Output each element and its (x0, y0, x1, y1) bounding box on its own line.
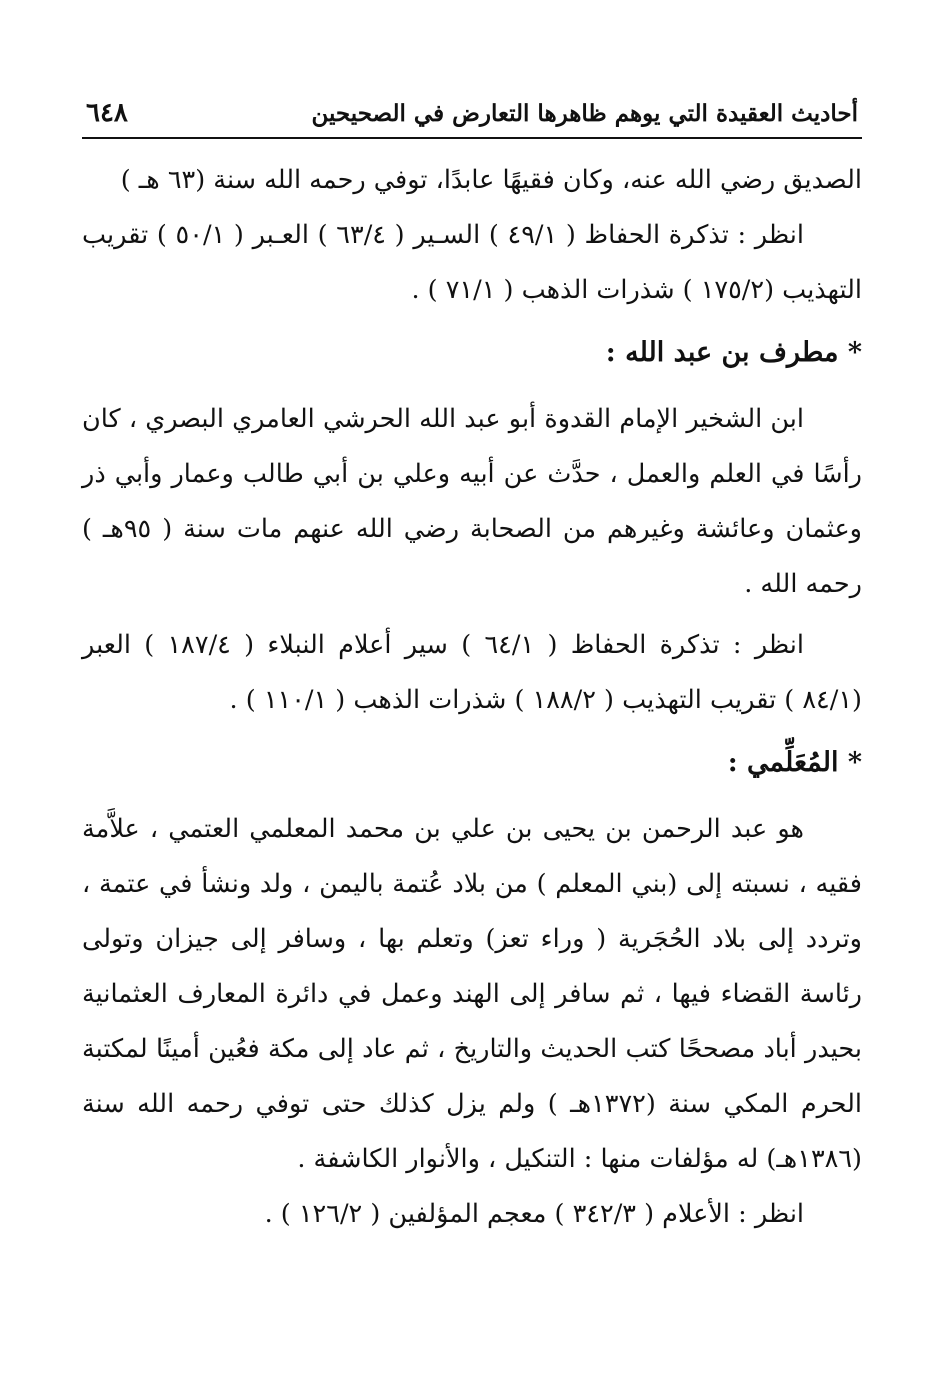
book-page (82, 96, 862, 1242)
intro-references: انظر : تذكرة الحفاظ ( ٤٩/١ ) السـير ( ٦٣/٤ ) العـبر ( ٥٠/١ ) تقريب التهذيب (١٧٥/٢ ) شذرات الذهب ( ٧١/١ ) . (82, 220, 862, 305)
entry-references-muallimi: انظر : الأعلام ( ٣٤٢/٣ ) معجم المؤلفين ( ١٢٦/٢ ) . (264, 1199, 804, 1229)
page-number: ٦٤٨ (86, 98, 128, 128)
entry-references-mutarrif: انظر : تذكرة الحفاظ ( ٦٤/١ ) سير أعلام النبلاء ( ١٨٧/٤ ) العبر (٨٤/١ ) تقريب التهذيب ( ١٨٨/٢ ) شذرات الذهب ( ١١٠/١ ) . (82, 630, 862, 715)
intro-paragraph: الصديق رضي الله عنه، وكان فقيهًا عابدًا، توفي رحمه الله سنة (٦٣ هـ ) (120, 165, 862, 195)
running-header (82, 96, 862, 139)
entry-bio-muallimi: هو عبد الرحمن بن يحيى بن علي بن محمد المعلمي العتمي ، علاَّمة فقيه ، نسبته إلى (بني المعلم ) من بلاد عُتمة باليمن ، ولد ونشأ في عتمة ، وتردد إلى بلاد الحُجَرية ( وراء تعز) وتعلم بها ، وسافر إلى جيزان وتولى رئاسة القضاء فيها ، ثم سافر إلى الهند وعمل في دائرة المعارف العثمانية بحيدر أباد مصححًا كتب الحديث والتاريخ ، ثم عاد إلى مكة فعُين أمينًا لمكتبة الحرم المكي سنة (١٣٧٢هـ ) ولم يزل كذلك حتى توفي رحمه الله سنة (١٣٨٦هـ) له مؤلفات منها : التنكيل ، والأنوار الكاشفة . (82, 814, 862, 1174)
entry-heading-muallimi: * المُعَلِّمي : (727, 747, 862, 778)
entry-bio-mutarrif: ابن الشخير الإمام القدوة أبو عبد الله الحرشي العامري البصري ، كان رأسًا في العلم والعمل ، حدَّث عن أبيه وعلي بن أبي طالب وعمار وأبي ذر وعثمان وعائشة وغيرهم من الصحابة رضي الله عنهم مات سنة ( ٩٥هـ ) رحمه الله . (82, 404, 862, 599)
page-body (82, 153, 862, 1242)
entry-heading-mutarrif: * مطرف بن عبد الله : (605, 337, 862, 368)
book-title: أحاديث العقيدة التي يوهم ظاهرها التعارض في الصحيحين (311, 100, 858, 127)
